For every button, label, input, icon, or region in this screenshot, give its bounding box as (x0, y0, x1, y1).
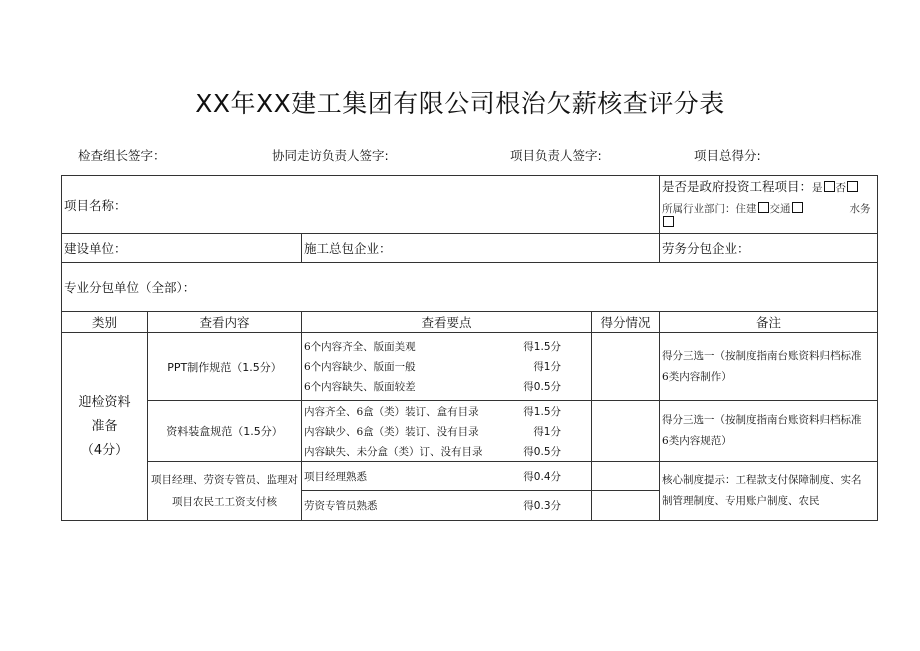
page-title: XX年XX建工集团有限公司根治欠薪核查评分表 (195, 89, 725, 118)
content-cell: 资料装盒规范（1.5分） (148, 401, 302, 462)
remark-cell (660, 401, 878, 462)
header-category: 类别 (62, 312, 148, 333)
assist-signature-label: 协同走访负责人签字: (272, 148, 389, 163)
point-text: 6个内容齐全、版面美观 (304, 341, 416, 353)
point-score: 得0.3分 (523, 500, 561, 512)
header-content: 查看内容 (148, 312, 302, 333)
table-row (62, 462, 878, 521)
point-text: 内容缺失、未分盒（类）订、没有目录 (304, 445, 483, 458)
point-score: 得0.5分 (523, 381, 561, 393)
point-text: 项目经理熟悉 (304, 470, 367, 483)
remark-cell (660, 462, 878, 521)
category-line-3: （4分） (80, 442, 129, 458)
leader-signature-label: 检查组长签字： (78, 148, 166, 163)
category-line-2: 准备 (91, 418, 118, 434)
content-cell: PPT制作规范（1.5分） (148, 333, 302, 401)
content-line: 项目农民工工资支付核 (172, 496, 277, 508)
remark-line: 制管理制度、专用账户制度、农民 (662, 495, 820, 507)
point-score: 得1.5分 (523, 341, 561, 353)
remark-cell (660, 333, 878, 401)
content-line: 项目经理、劳资专管员、监理对 (151, 474, 298, 486)
remark-line: 6类内容规范） (662, 435, 732, 447)
score-input-cell[interactable] (592, 462, 660, 521)
traffic-checkbox[interactable] (792, 202, 803, 213)
point-text: 6个内容缺失、版面较差 (304, 381, 416, 393)
units-row (62, 234, 878, 263)
industry-label: 所属行业部门：住建 (662, 202, 757, 215)
gov-invest-label: 是否是政府投资工程项目： (662, 178, 813, 194)
point-score: 得0.4分 (523, 470, 561, 483)
point-text: 劳资专管员熟悉 (304, 500, 378, 512)
specialty-row (62, 263, 878, 312)
project-name-label: 项目名称： (62, 176, 660, 234)
point-text: 内容齐全、6盒（类）装订、盒有目录 (304, 405, 479, 418)
header-remark: 备注 (660, 312, 878, 333)
table-row (62, 401, 878, 462)
point-text: 内容缺少、6盒（类）装订、没有目录 (304, 425, 479, 438)
score-input-cell[interactable] (592, 333, 660, 401)
no-checkbox[interactable] (847, 181, 858, 192)
point-score: 得1分 (533, 425, 561, 438)
header-score: 得分情况 (592, 312, 660, 333)
remark-line: 得分三选一（按制度指南台账资料归档标准 (662, 414, 862, 426)
housing-checkbox[interactable] (758, 202, 769, 213)
remark-line: 核心制度提示：工程款支付保障制度、实名 (662, 474, 862, 486)
point-text: 6个内容缺少、版面一般 (304, 361, 416, 373)
point-score: 得1分 (533, 361, 561, 373)
points-cell (302, 333, 592, 401)
points-cell (302, 401, 592, 462)
gov-invest-cell (660, 176, 878, 234)
header-row (62, 312, 878, 333)
point-score: 得0.5分 (523, 445, 561, 458)
labor-sub-label: 劳务分包企业： (660, 234, 878, 263)
construction-unit-label: 建设单位： (62, 234, 302, 263)
water-checkbox[interactable] (663, 216, 674, 227)
remark-line: 6类内容制作） (662, 370, 732, 383)
point-score: 得1.5分 (523, 405, 561, 418)
total-score-label: 项目总得分: (694, 148, 761, 163)
category-cell (62, 333, 148, 521)
header-points: 查看要点 (302, 312, 592, 333)
no-label: 否 (835, 181, 847, 194)
yes-checkbox[interactable] (824, 181, 835, 192)
specialty-sub-label: 专业分包单位（全部）： (62, 263, 878, 312)
yes-label: 是 (812, 181, 823, 194)
general-contractor-label: 施工总包企业： (302, 234, 660, 263)
traffic-label: 交通 (769, 202, 791, 215)
remark-line: 得分三选一（按制度指南台账资料归档标准 (662, 349, 862, 362)
project-lead-signature-label: 项目负责人签字: (510, 148, 602, 163)
points-cell (302, 462, 592, 521)
water-label: 水务 (849, 202, 871, 215)
project-name-row (62, 176, 878, 234)
content-cell (148, 462, 302, 521)
score-input-cell[interactable] (592, 401, 660, 462)
category-line-1: 迎检资料 (78, 394, 131, 410)
score-table (61, 175, 878, 521)
table-row (62, 333, 878, 401)
